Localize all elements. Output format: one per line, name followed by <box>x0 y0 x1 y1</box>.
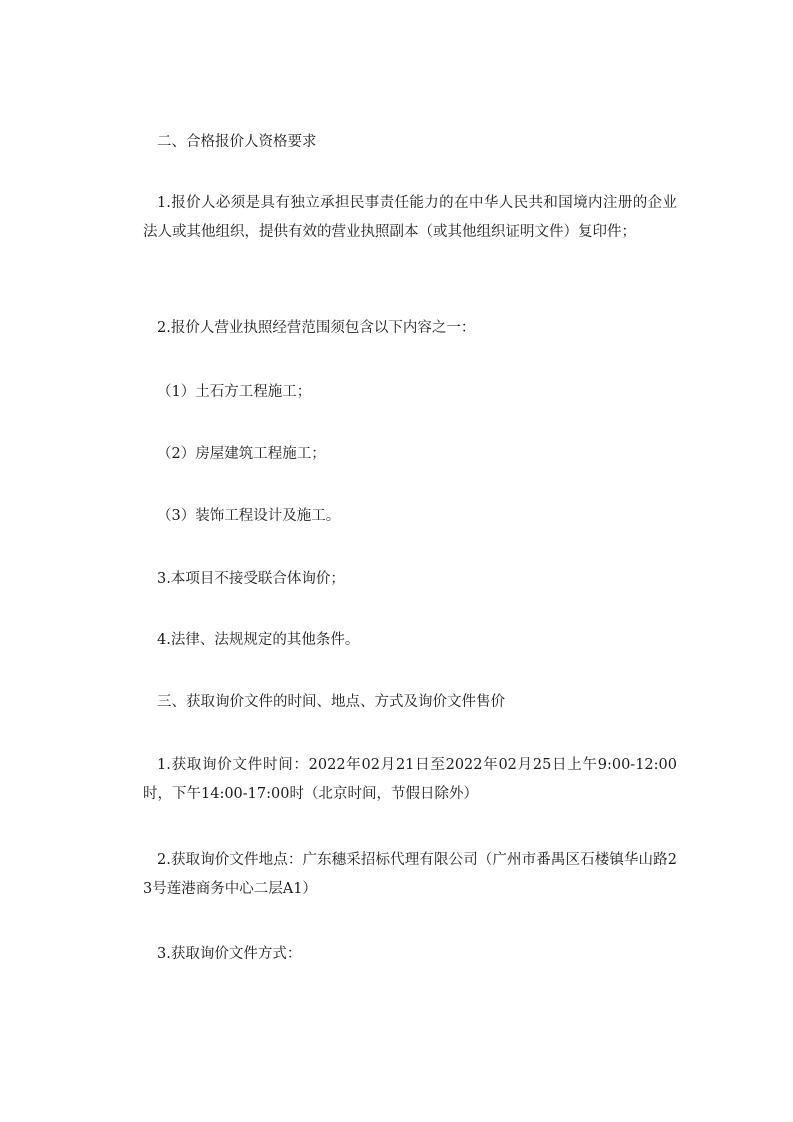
section-heading-qualification: 二、合格报价人资格要求 <box>157 134 317 150</box>
paragraph-obtain-location: 2.获取询价文件地点：广东穗采招标代理有限公司（广州市番禺区石楼镇华山路23号莲港商务中心二层A1） <box>143 852 677 897</box>
paragraph-requirement-1: 1.报价人必须是具有独立承担民事责任能力的在中华人民共和国境内注册的企业法人或其他组织，提供有效的营业执照副本（或其他组织证明文件）复印件； <box>143 195 677 240</box>
paragraph-requirement-3: 3.本项目不接受联合体询价； <box>157 571 345 587</box>
list-item-scope-2: （2）房屋建筑工程施工； <box>157 446 326 462</box>
paragraph-obtain-time: 1.获取询价文件时间：2022年02月21日至2022年02月25日上午9:00-12:00时，下午14:00-17:00时（北京时间，节假日除外） <box>143 757 677 802</box>
paragraph-obtain-method: 3.获取询价文件方式： <box>157 946 302 962</box>
paragraph-requirement-2: 2.报价人营业执照经营范围须包含以下内容之一： <box>157 320 476 336</box>
paragraph-requirement-4: 4.法律、法规规定的其他条件。 <box>157 632 360 648</box>
list-item-scope-3: （3）装饰工程设计及施工。 <box>157 508 341 524</box>
list-item-scope-1: （1）土石方工程施工； <box>157 384 312 400</box>
section-heading-obtain-documents: 三、获取询价文件的时间、地点、方式及询价文件售价 <box>157 694 505 710</box>
